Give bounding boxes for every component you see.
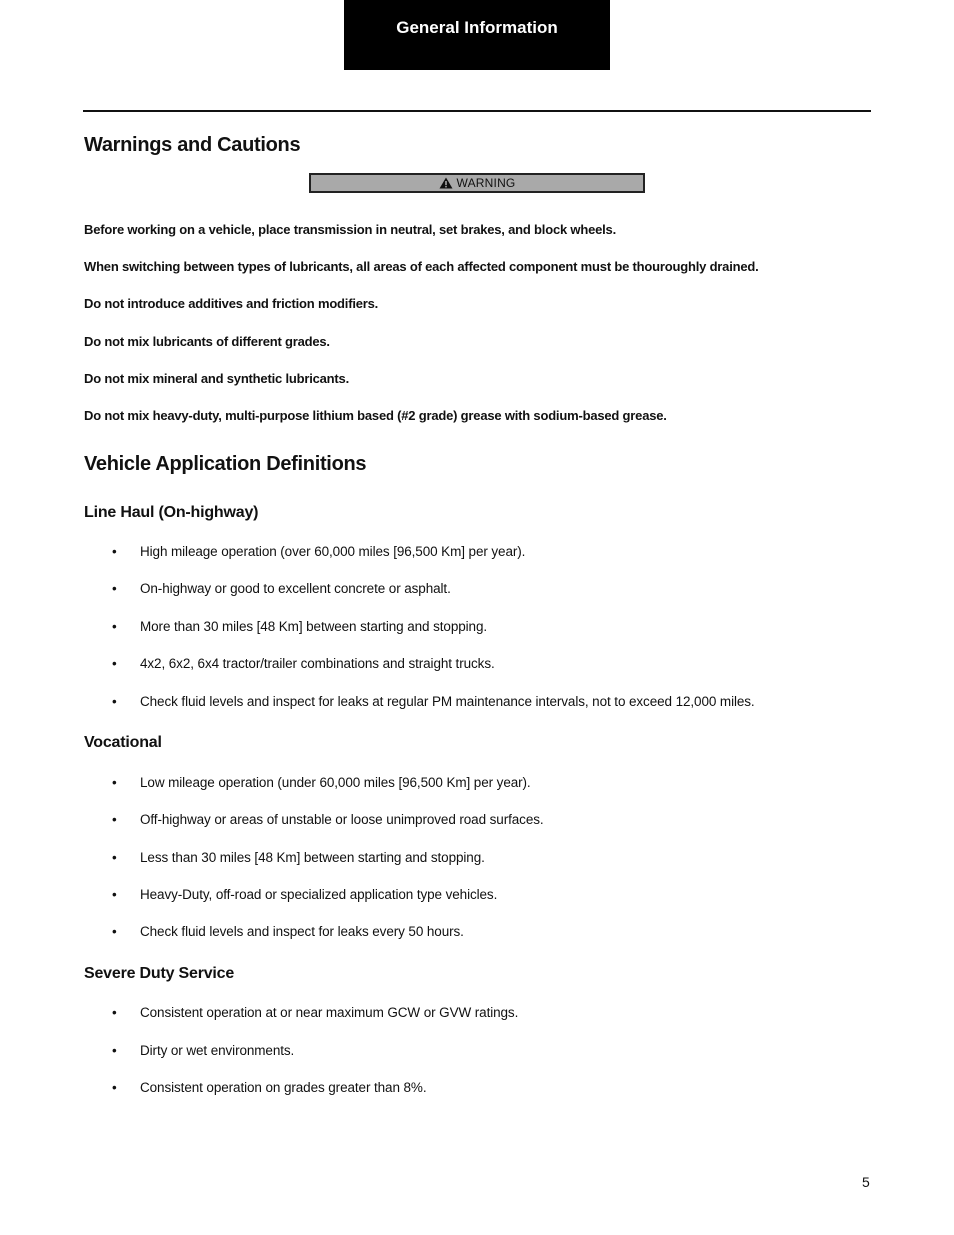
bullet: • [112,887,117,902]
bullet: • [112,850,117,865]
warning-triangle-icon [439,177,453,189]
list-item [112,694,755,709]
warning-line: Do not mix heavy-duty, multi-purpose lithium based (#2 grade) grease with sodium-based grease. [84,408,667,423]
bullet: • [112,581,117,596]
section-heading-severe-duty: Severe Duty Service [84,965,235,982]
warning-line: Do not introduce additives and friction modifiers. [84,296,379,311]
section-heading-line-haul: Line Haul (On-highway) [84,504,259,521]
section-tab-label: General Information [396,18,558,37]
list-item-text: Heavy-Duty, off-road or specialized application type vehicles. [140,887,498,902]
list-item [112,1080,427,1095]
bullet: • [112,775,117,790]
list-item-text: Off-highway or areas of unstable or loose unimproved road surfaces. [140,812,544,827]
list-item [112,1005,518,1020]
list-item-text: High mileage operation (over 60,000 miles [96,500 Km] per year). [140,544,526,559]
section-tab [344,0,610,70]
header-rule [83,110,871,112]
bullet: • [112,812,117,827]
vehicle-application-title: Vehicle Application Definitions [84,453,367,475]
bullet: • [112,694,117,709]
warning-banner [309,173,645,193]
warning-line: When switching between types of lubricants, all areas of each affected component must be thouroughly drained. [84,259,759,274]
list-item-text: Consistent operation on grades greater than 8%. [140,1080,427,1095]
bullet: • [112,544,117,559]
list-item-text: Dirty or wet environments. [140,1043,295,1058]
list-item-text: On-highway or good to excellent concrete or asphalt. [140,581,451,596]
bullet: • [112,1005,117,1020]
bullet: • [112,1080,117,1095]
list-item-text: Check fluid levels and inspect for leaks every 50 hours. [140,924,464,939]
list-item-text: Consistent operation at or near maximum GCW or GVW ratings. [140,1005,519,1020]
warning-line: Do not mix mineral and synthetic lubricants. [84,371,349,386]
list-item [112,812,544,827]
list-item [112,775,531,790]
list-item-text: More than 30 miles [48 Km] between starting and stopping. [140,619,488,634]
list-item [112,924,464,939]
list-item [112,544,525,559]
bullet: • [112,1043,117,1058]
warning-label: WARNING [456,176,516,190]
page-number: 5 [862,1174,870,1190]
list-item-text: Low mileage operation (under 60,000 miles [96,500 Km] per year). [140,775,531,790]
list-item [112,1043,294,1058]
list-item [112,619,487,634]
bullet: • [112,619,117,634]
warning-line: Do not mix lubricants of different grades. [84,334,330,349]
list-item [112,581,451,596]
list-item [112,887,497,902]
section-heading-vocational: Vocational [84,734,162,751]
bullet: • [112,924,117,939]
warnings-title: Warnings and Cautions [84,134,301,156]
list-item-text: Check fluid levels and inspect for leaks at regular PM maintenance intervals, not to exceed 12,000 miles. [140,694,755,709]
warning-line: Before working on a vehicle, place transmission in neutral, set brakes, and block wheels. [84,222,616,237]
list-item [112,850,485,865]
list-item [112,656,495,671]
list-item-text: 4x2, 6x2, 6x4 tractor/trailer combinations and straight trucks. [140,656,495,671]
bullet: • [112,656,117,671]
list-item-text: Less than 30 miles [48 Km] between starting and stopping. [140,850,485,865]
